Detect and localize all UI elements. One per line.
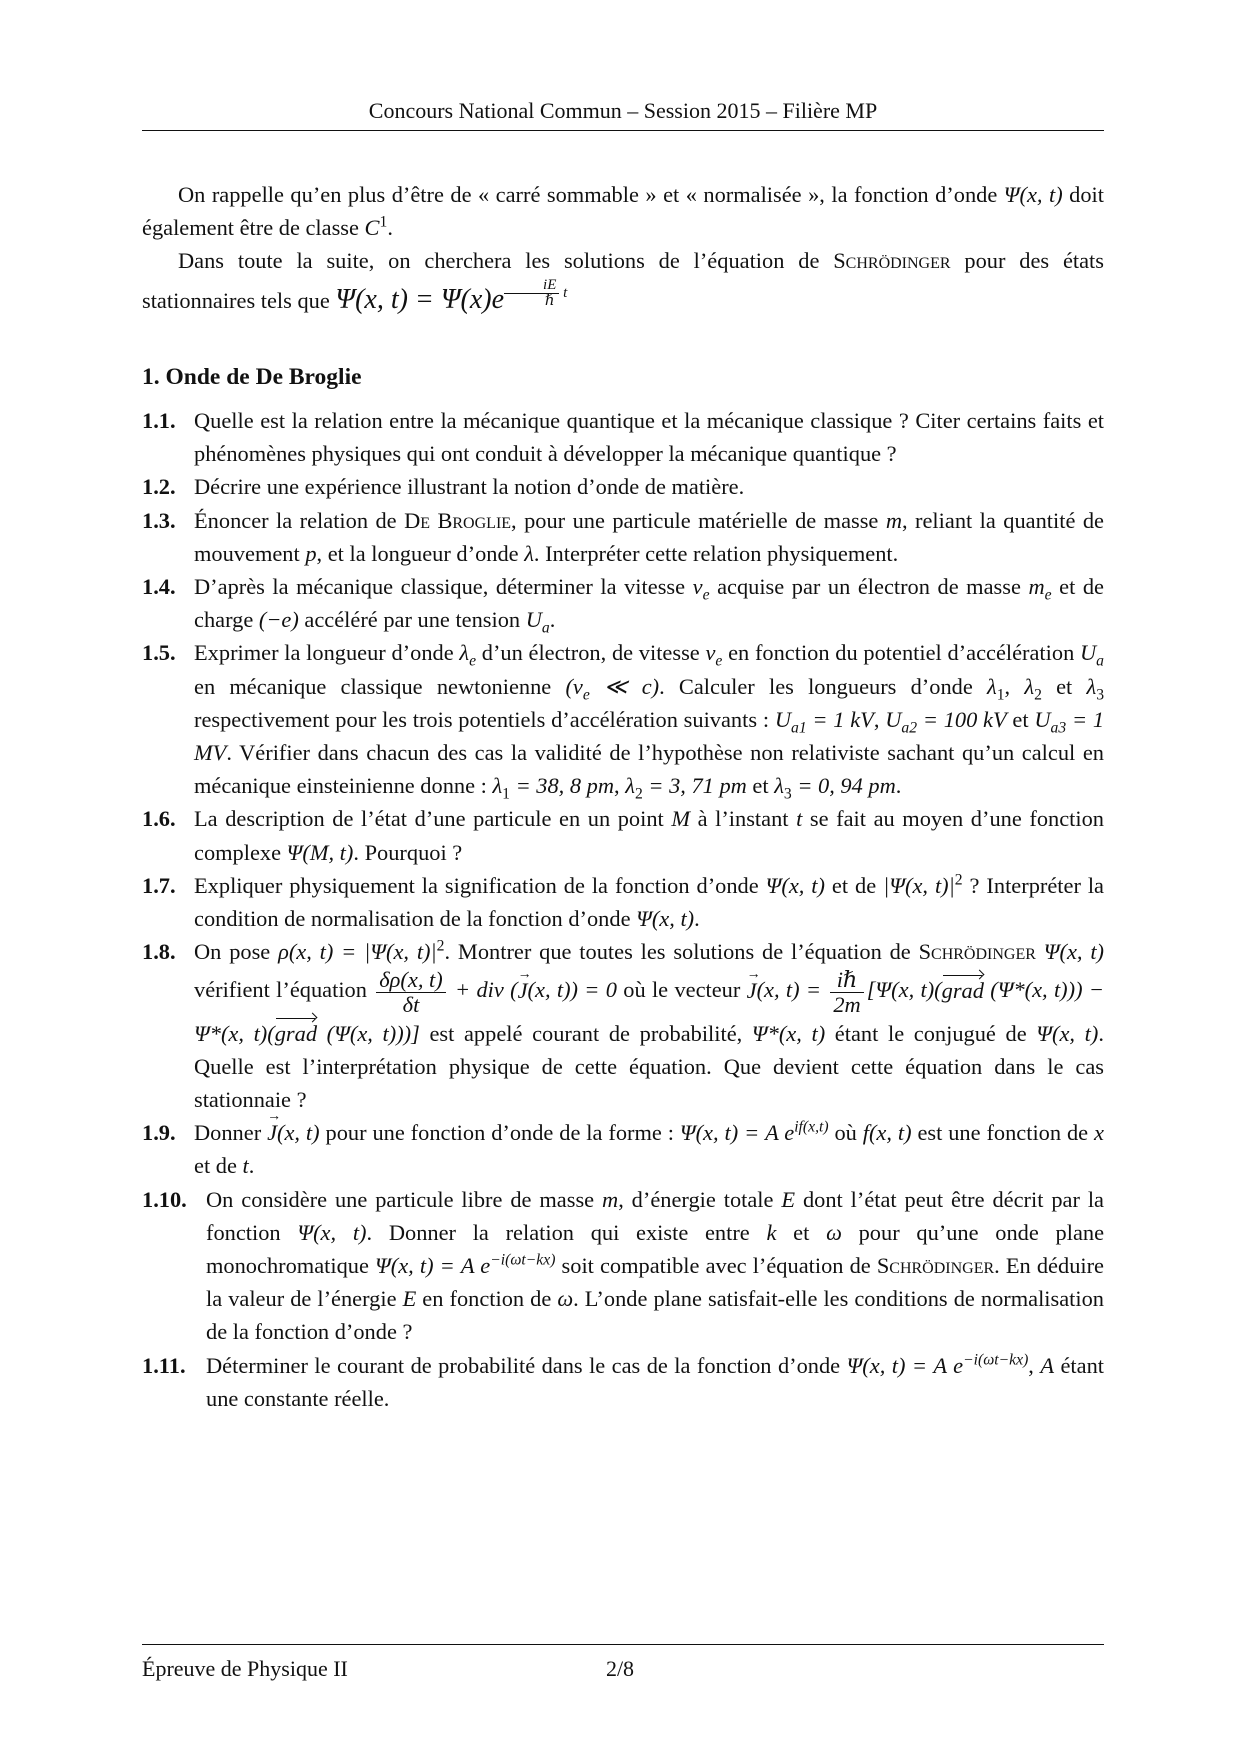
text: se fait au moyen d’une fonction complexe (194, 806, 1104, 865)
question-number: 1.1. (142, 408, 176, 434)
subscript: a2 (901, 719, 918, 737)
math: t (796, 806, 803, 832)
math: λ (1024, 673, 1035, 699)
author-name: Schrödinger (876, 1252, 995, 1278)
math: Ψ(x, t) (1003, 182, 1063, 207)
math: ω (826, 1219, 842, 1245)
text: Énoncer la relation de (194, 507, 405, 533)
subscript: 1 (502, 785, 510, 803)
subscript: e (1044, 586, 1052, 604)
text: On considère une particule libre de masse (206, 1186, 603, 1212)
text: à l’instant (690, 806, 797, 832)
vector-j: → J (747, 974, 757, 1007)
math: U (525, 607, 542, 633)
text: est appelé courant de probabilité, (419, 1020, 752, 1046)
text: et de (194, 1153, 243, 1179)
text: . (895, 773, 902, 799)
math: m (885, 507, 902, 533)
text: respectivement pour les trois potentiels d’accélération suivants : (194, 706, 775, 732)
text: . Pourquoi ? (353, 839, 463, 865)
math: Ψ(x, t) (636, 906, 695, 932)
question-1-3 (142, 504, 1104, 570)
question-1-1 (142, 404, 1104, 470)
text: et (776, 1219, 827, 1245)
math: = 38, 8 pm (509, 773, 615, 799)
intro-paragraph-2 (142, 244, 1104, 316)
text: où (828, 1120, 863, 1146)
text: , (1028, 1352, 1041, 1378)
text: , et la longueur d’onde (316, 540, 525, 566)
text: pour une fonction d’onde de la forme : (319, 1120, 680, 1146)
math: U (885, 706, 902, 732)
math: λ (1086, 673, 1097, 699)
stationary-state-equation (335, 276, 568, 315)
subscript: a1 (790, 719, 807, 737)
question-1-2 (142, 470, 1104, 503)
math: ρ(x, t) = |Ψ(x, t)| (278, 939, 437, 965)
subscript: e (582, 686, 590, 704)
text: et (746, 773, 775, 799)
text: . Vérifier dans chacun des cas la validité de l’hypothèse non relativiste sachant qu’un calcul en mécanique einsteinienne donne : (194, 740, 1104, 799)
math: E (781, 1186, 796, 1212)
question-1-10 (142, 1183, 1104, 1349)
math: = 1 kV (806, 706, 874, 732)
numerator: iℏ (830, 968, 863, 993)
text: accéléré par une tension (298, 607, 526, 633)
text: . (387, 215, 393, 241)
math: ( (510, 977, 518, 1003)
math: Ψ(x, t) (1035, 939, 1105, 965)
superscript: −i(ωt−kx) (963, 1351, 1029, 1369)
text: Donner (194, 1120, 268, 1146)
math: (Ψ*(x, t))) − Ψ*(x, t)( (194, 977, 1104, 1046)
denominator: δt (402, 992, 420, 1017)
text: pour qu’une onde plane monochromatique (206, 1219, 1105, 1278)
superscript: if(x,t) (794, 1118, 829, 1136)
footer-rule (142, 1644, 1104, 1645)
text: On rappelle qu’en plus d’être de « carré sommable » et « normalisée », la fonction d’onde (178, 182, 1004, 207)
math: Ψ(x, t) (765, 872, 825, 898)
math: U (1080, 640, 1097, 666)
text: en mécanique classique newtonienne (194, 673, 566, 699)
text: et de (824, 872, 884, 898)
question-number: 1.4. (142, 574, 176, 600)
question-number: 1.2. (142, 474, 176, 500)
header-rule (142, 130, 1104, 131)
math: ≪ c) (589, 673, 660, 699)
question-1-11 (142, 1349, 1104, 1415)
math: m (602, 1186, 619, 1212)
math: = 100 kV (917, 706, 1007, 732)
math: m (1028, 574, 1045, 600)
math: (Ψ(x, t)))] (317, 1020, 420, 1046)
text: , (873, 706, 886, 732)
question-1-6 (142, 802, 1104, 868)
text: . (694, 906, 700, 932)
question-text: Quelle est la relation entre la mécanique quantique et la mécanique classique ? Citer certains faits et phénomènes physiques qui ont conduit à développer la mécanique quantique ? (194, 408, 1104, 467)
text: . En déduire la valeur de l’énergie (206, 1252, 1104, 1312)
subscript: 3 (1096, 686, 1105, 704)
math: U (774, 706, 791, 732)
numerator: δρ(x, t) (376, 968, 445, 993)
math: = 0, 94 pm (791, 773, 896, 799)
author-name: Schrödinger (833, 248, 951, 274)
subscript: e (469, 652, 477, 670)
math: (v (565, 673, 583, 699)
math: t (563, 285, 568, 302)
math: Ψ(x, t) = Ψ(x)e (335, 283, 505, 315)
page-header: Concours National Commun – Session 2015 – Filière MP (368, 98, 878, 123)
text: en fonction de (416, 1286, 558, 1312)
text: vérifient l’équation (194, 977, 374, 1003)
text: est une fonction de (911, 1120, 1095, 1146)
text: . Quelle est l’interprétation physique de cette équation. Que devient cette équation dans le cas stationnaie ? (194, 1020, 1104, 1112)
superscript: 2 (954, 871, 963, 889)
prefactor-fraction (830, 968, 863, 1016)
math: (x, t) = (756, 977, 822, 1003)
subscript: e (715, 652, 723, 670)
numerator: iE (504, 278, 559, 295)
subscript: 3 (783, 785, 792, 803)
math: k (766, 1219, 777, 1245)
math: λ (524, 540, 534, 566)
subscript: a (1096, 652, 1104, 670)
question-number: 1.11. (142, 1352, 186, 1378)
question-1-9 (142, 1116, 1104, 1182)
math: Ψ(x, t) = A e (375, 1252, 491, 1278)
intro-paragraph-1 (142, 178, 1104, 244)
gradient-operator: grad (942, 974, 984, 1007)
author-name: Schrödinger (918, 939, 1036, 965)
math: [Ψ(x, t)( (866, 977, 942, 1003)
text: et (1041, 673, 1087, 699)
math: |Ψ(x, t)| (883, 872, 955, 898)
text: soit compatible avec l’équation de (555, 1252, 877, 1278)
math: λ (492, 773, 503, 799)
subscript: 1 (996, 686, 1005, 704)
text: On pose (194, 939, 279, 965)
math: Ψ(x, t) = A e (679, 1120, 795, 1146)
text: . Montrer que toutes les solutions de l’équation de (444, 939, 919, 965)
text: Dans toute la suite, on cherchera les solutions de l’équation de (178, 248, 834, 274)
math: M (671, 806, 691, 832)
text: Expliquer physiquement la signification de la fonction d’onde (194, 872, 766, 898)
text: et (1006, 706, 1035, 732)
text: où le vecteur (616, 977, 747, 1003)
text: . Calculer les longueurs d’onde (659, 673, 987, 699)
math: x (1094, 1120, 1104, 1146)
math: (x, t)) = 0 (527, 977, 617, 1003)
text: Déterminer le courant de probabilité dans le cas de la fonction d’onde (206, 1352, 847, 1378)
math: (x, t) (277, 1120, 320, 1146)
text: . Interpréter cette relation physiquement. (533, 540, 899, 566)
math: + div (448, 977, 511, 1003)
text: ? Interpréter la condition de normalisation de la fonction d’onde (194, 872, 1104, 932)
math: λ (987, 673, 997, 699)
text: , (1004, 673, 1025, 699)
math: p (305, 540, 317, 566)
math: f(x, t) (862, 1120, 912, 1146)
question-number: 1.8. (142, 939, 176, 965)
question-number: 1.5. (142, 640, 176, 666)
question-number: 1.9. (142, 1120, 176, 1146)
question-1-7 (142, 869, 1104, 935)
question-text: Décrire une expérience illustrant la notion d’onde de matière. (194, 474, 745, 500)
math: C (364, 215, 380, 241)
denominator: ℏ (544, 293, 555, 310)
text: doit également être de classe (142, 182, 1105, 241)
text: et de charge (194, 574, 1104, 633)
question-number: 1.7. (142, 872, 176, 898)
question-number: 1.10. (142, 1186, 187, 1212)
text: étant le conjugué de (825, 1020, 1037, 1046)
question-number: 1.3. (142, 507, 176, 533)
gradient-operator: grad (275, 1017, 317, 1050)
text: . L’onde plane satisfait-elle les conditions de normalisation de la fonction d’onde ? (206, 1286, 1105, 1345)
math: Ψ(x, t) = A e (846, 1352, 964, 1378)
text: acquise par un électron de masse (709, 574, 1029, 600)
math: Ψ(x, t) (1036, 1020, 1099, 1046)
vector-j: → J (518, 974, 528, 1007)
text: La description de l’état d’une particule en un point (194, 806, 672, 832)
text: D’après la mécanique classique, déterminer la vitesse (194, 574, 693, 600)
section-title: 1. Onde de De Broglie (142, 363, 362, 390)
text: , reliant la quantité de mouvement (194, 507, 1104, 566)
math: = 3, 71 pm (642, 773, 747, 799)
math: t (242, 1153, 249, 1179)
page-number: 2/8 (605, 1656, 635, 1681)
math: Ψ*(x, t) (751, 1020, 826, 1046)
vector-j: → J (267, 1116, 277, 1149)
text: Exprimer la longueur d’onde (194, 640, 460, 666)
author-name: De Broglie (404, 507, 512, 533)
subscript: 2 (634, 785, 643, 803)
text: dont l’état peut être décrit par la fonction (206, 1186, 1104, 1245)
question-1-5 (142, 636, 1104, 802)
math: v (692, 574, 703, 600)
text: étant une constante réelle. (206, 1352, 1104, 1411)
denominator: 2m (833, 992, 861, 1017)
fraction (504, 278, 559, 311)
text: , pour une particule matérielle de masse (511, 507, 886, 533)
subscript: e (702, 586, 710, 604)
math: λ (625, 773, 635, 799)
continuity-fraction (376, 968, 445, 1016)
footer-title: Épreuve de Physique II (142, 1656, 348, 1681)
text: . (549, 607, 556, 633)
text: en fonction du potentiel d’accélération (722, 640, 1080, 666)
text: d’un électron, de vitesse (476, 640, 706, 666)
text: , (614, 773, 626, 799)
superscript: −i(ωt−kx) (490, 1251, 556, 1269)
text: pour des états stationnaires tels que (142, 248, 1104, 313)
superscript: 1 (379, 213, 388, 231)
math: A (1040, 1352, 1055, 1378)
page-content (142, 178, 1104, 1415)
question-1-4 (142, 570, 1104, 636)
math: Ψ(M, t) (286, 839, 354, 865)
math: U (1034, 706, 1051, 732)
text: . (248, 1153, 255, 1179)
math: ω (557, 1286, 574, 1312)
subscript: a3 (1050, 719, 1067, 737)
text: , d’énergie totale (618, 1186, 782, 1212)
math: Ψ(x, t) (297, 1219, 367, 1245)
question-1-8 (142, 935, 1104, 1116)
subscript: a (541, 619, 550, 637)
math: (−e) (258, 607, 299, 633)
question-number: 1.6. (142, 806, 176, 832)
math: λ (774, 773, 784, 799)
superscript: 2 (436, 937, 445, 955)
math: = 1 MV (194, 706, 1105, 766)
math: λ (459, 640, 470, 666)
math: v (705, 640, 716, 666)
subscript: 2 (1034, 686, 1042, 704)
text: . Donner la relation qui existe entre (366, 1219, 767, 1245)
math: E (402, 1286, 417, 1312)
